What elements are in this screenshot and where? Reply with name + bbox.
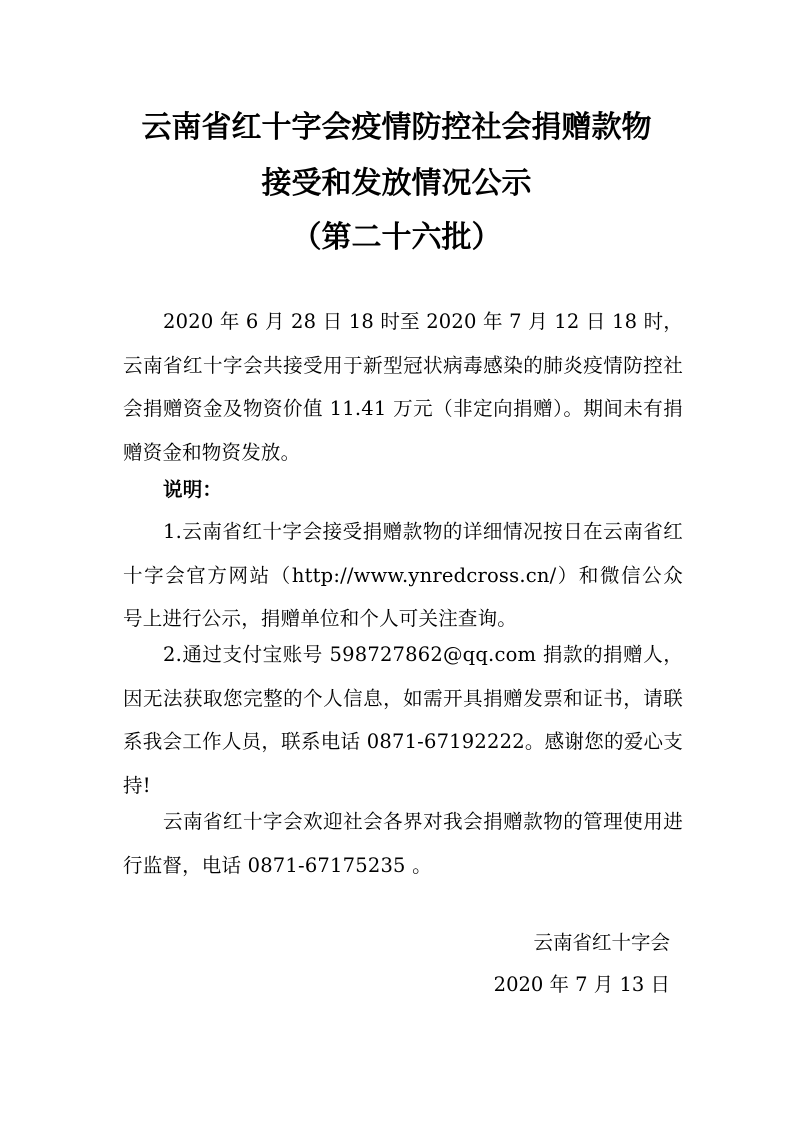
signature-organization: 云南省红十字会 — [533, 931, 670, 954]
note-2-paragraph: 2.通过支付宝账号 598727862@qq.com 捐款的捐赠人，因无法获取您完整的个人信息，如需开具捐赠发票和证书，请联系我会工作人员，联系电话 0871-67192222。感谢您的爱心支持! — [123, 643, 683, 797]
note-1-paragraph: 1.云南省红十字会接受捐赠款物的详细情况按日在云南省红十字会官方网站（http://www.ynredcross.cn/）和微信公众号上进行公示，捐赠单位和个人可关注查询。 — [123, 520, 683, 630]
notes-heading: 说明： — [163, 478, 223, 501]
intro-paragraph: 2020 年 6 月 28 日 18 时至 2020 年 7 月 12 日 18 时，云南省红十字会共接受用于新型冠状病毒感染的肺炎疫情防控社会捐赠资金及物资价值 11.41 万元（非定向捐赠）。期间未有捐赠资金和物资发放。 — [123, 310, 683, 464]
closing-paragraph: 云南省红十字会欢迎社会各界对我会捐赠款物的管理使用进行监督，电话 0871-67175235 。 — [123, 810, 683, 877]
title-line-1: 云南省红十字会疫情防控社会捐赠款物 — [141, 110, 652, 145]
title-line-2: 接受和发放情况公示 — [261, 166, 532, 201]
title-line-3: （第二十六批） — [291, 220, 502, 255]
signature-date: 2020 年 7 月 13 日 — [493, 973, 670, 996]
